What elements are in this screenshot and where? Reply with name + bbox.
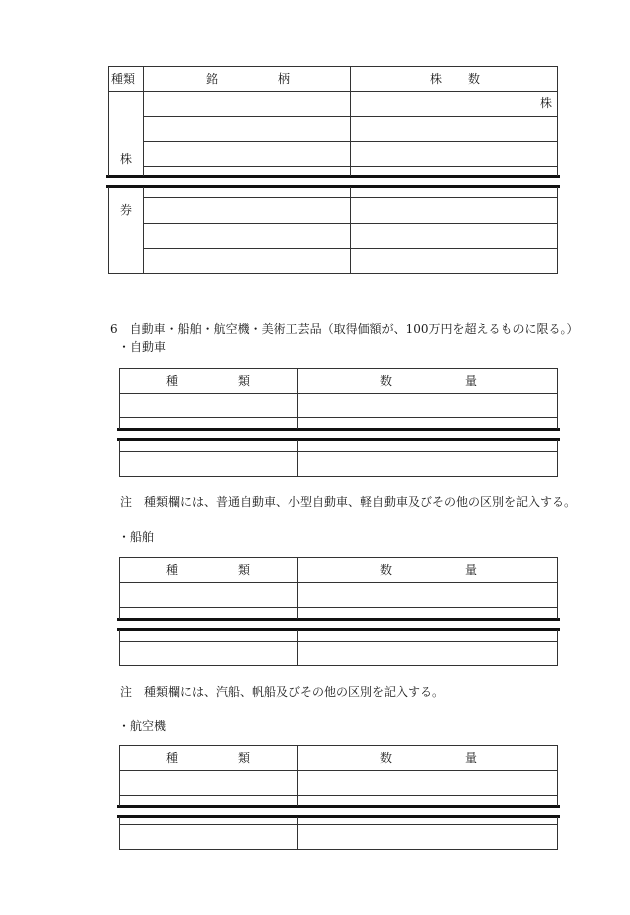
header-count-1: 株 bbox=[430, 72, 443, 86]
header-qty-a: 数 bbox=[380, 751, 393, 765]
table-border bbox=[297, 817, 298, 850]
row-label-bond: 券 bbox=[120, 203, 133, 217]
table-border bbox=[119, 745, 120, 806]
table-border bbox=[119, 817, 120, 850]
car-title: ・自動車 bbox=[118, 340, 167, 354]
header-name-1: 銘 bbox=[206, 72, 219, 86]
plane-title: ・航空機 bbox=[118, 719, 167, 733]
header-qty-b: 量 bbox=[465, 563, 478, 577]
table-border bbox=[557, 745, 558, 806]
section-heading: 6 自動車・船舶・航空機・美術工芸品（取得価額が、100万円を超えるものに限る。） bbox=[110, 322, 579, 336]
table-break-line bbox=[117, 805, 560, 808]
header-type-a: 種 bbox=[166, 563, 179, 577]
table-border bbox=[119, 770, 558, 771]
header-type-b: 類 bbox=[238, 563, 251, 577]
unit-label: 株 bbox=[540, 96, 553, 110]
header-type-a: 種 bbox=[166, 374, 179, 388]
table-border bbox=[557, 817, 558, 850]
header-qty-b: 量 bbox=[465, 751, 478, 765]
table-border bbox=[119, 795, 558, 796]
ship-title: ・船舶 bbox=[118, 530, 155, 544]
header-qty-a: 数 bbox=[380, 563, 393, 577]
table-break-line bbox=[117, 815, 560, 818]
header-qty-a: 数 bbox=[380, 374, 393, 388]
table-border bbox=[119, 824, 558, 825]
header-type-b: 類 bbox=[238, 751, 251, 765]
header-qty-b: 量 bbox=[465, 374, 478, 388]
row-label-stock: 株 bbox=[120, 152, 133, 166]
table-border bbox=[119, 849, 558, 850]
header-name-2: 柄 bbox=[278, 72, 291, 86]
header-count-2: 数 bbox=[468, 72, 481, 86]
car-note: 注 種類欄には、普通自動車、小型自動車、軽自動車及びその他の区別を記入する。 bbox=[120, 495, 577, 509]
table-border bbox=[297, 745, 298, 806]
table-border bbox=[119, 745, 558, 746]
header-type-a: 種 bbox=[166, 751, 179, 765]
ship-note: 注 種類欄には、汽船、帆船及びその他の区別を記入する。 bbox=[120, 685, 445, 699]
header-type-b: 類 bbox=[238, 374, 251, 388]
header-type: 種類 bbox=[111, 72, 136, 86]
